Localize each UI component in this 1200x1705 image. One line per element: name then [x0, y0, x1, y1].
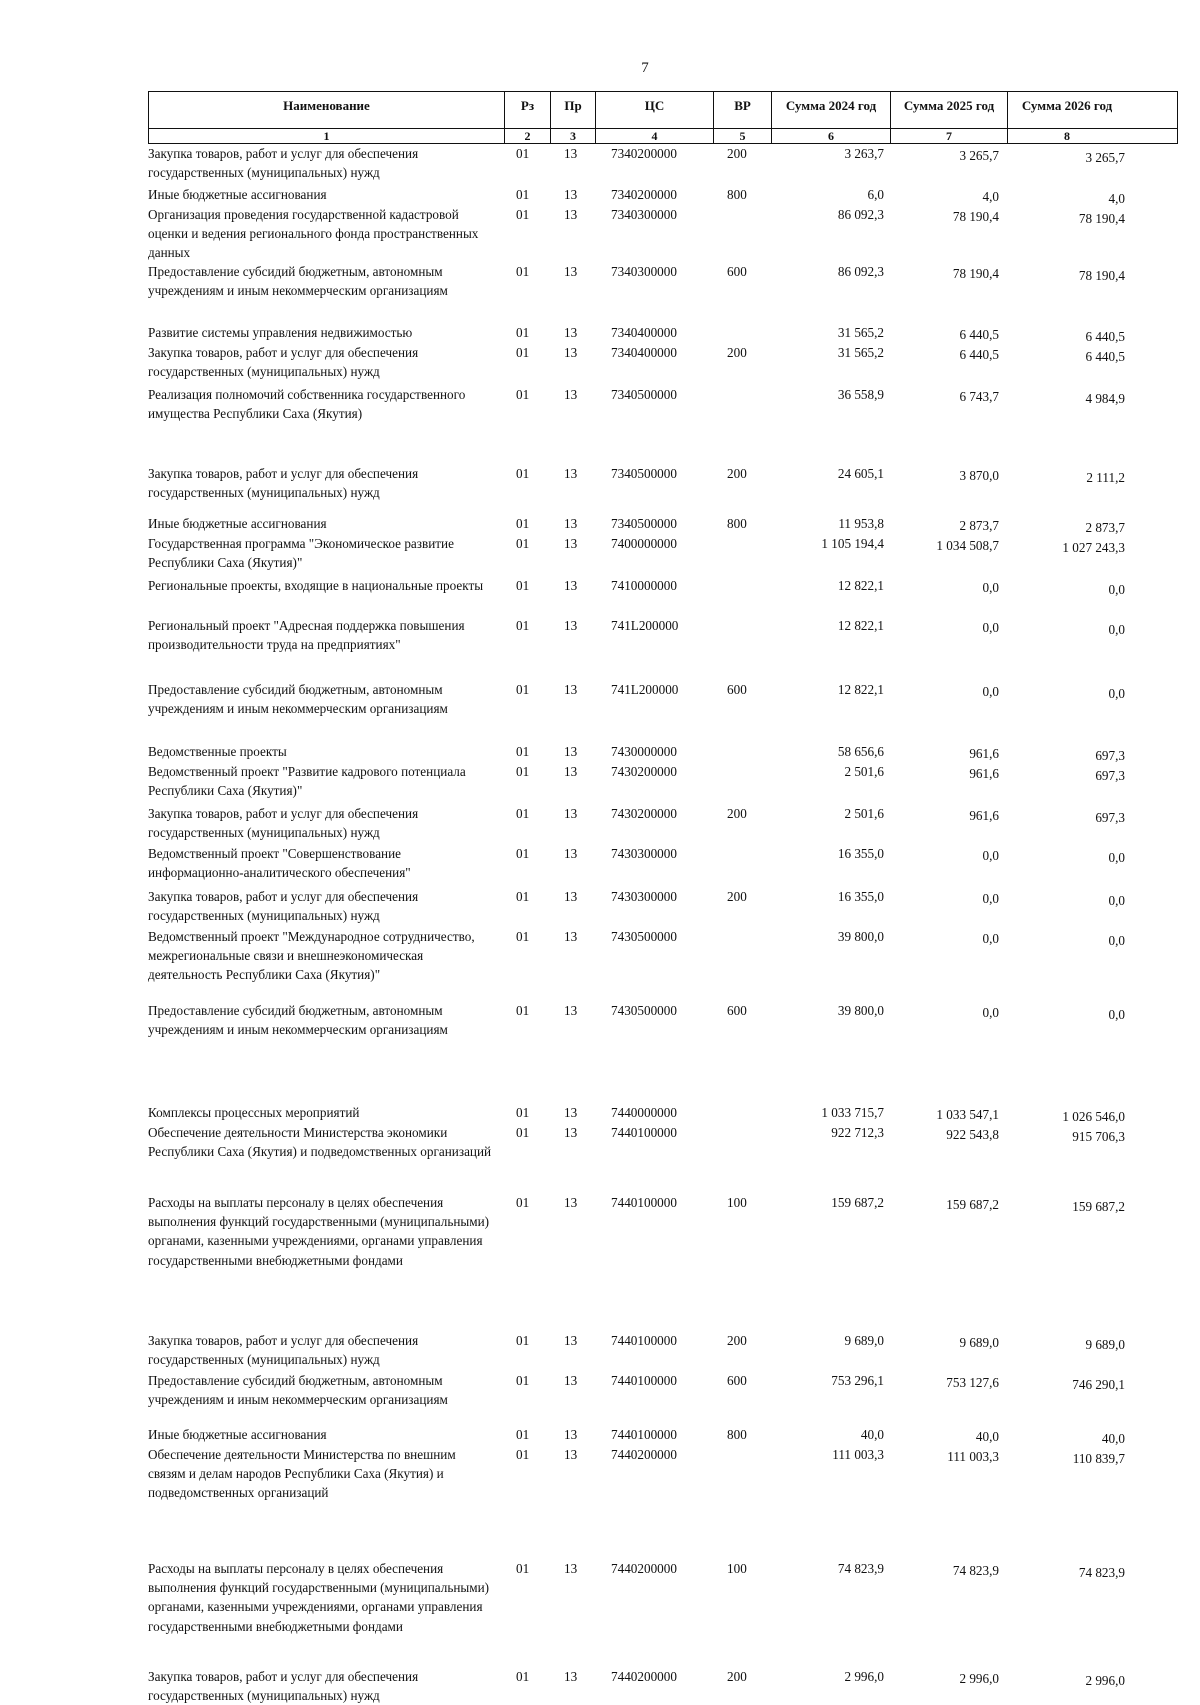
header-sum-2024: Сумма 2024 год — [772, 92, 891, 128]
table-row — [148, 887, 1178, 925]
row-name: Закупка товаров, работ и услуг для обеспечения государственных (муниципальных) нужд — [148, 466, 419, 501]
row-pr: 13 — [564, 929, 578, 944]
row-name: Организация проведения государственной кадастровой оценки и ведения регионального фонда пространственных данных — [148, 207, 479, 261]
row-sum-2024: 922 712,3 — [831, 1125, 884, 1140]
table-row — [148, 144, 1178, 182]
row-sum-2024: 16 355,0 — [837, 889, 884, 904]
row-sum-2026: 697,3 — [1095, 810, 1125, 825]
row-rz: 01 — [516, 806, 530, 821]
row-sum-2026: 2 996,0 — [1085, 1673, 1125, 1688]
row-rz: 01 — [516, 618, 530, 633]
row-sum-2026: 159 687,2 — [1072, 1199, 1125, 1214]
row-sum-2024: 111 003,3 — [832, 1447, 884, 1462]
row-sum-2024: 74 823,9 — [837, 1561, 884, 1576]
row-pr: 13 — [564, 578, 578, 593]
row-rz: 01 — [516, 207, 530, 222]
row-pr: 13 — [564, 1373, 578, 1388]
row-sum-2024: 58 656,6 — [837, 744, 884, 759]
row-rz: 01 — [516, 682, 530, 697]
table-header — [148, 91, 1178, 128]
row-vr: 800 — [727, 1427, 747, 1442]
row-sum-2026: 6 440,5 — [1085, 349, 1125, 364]
row-cs: 7440000000 — [611, 1105, 677, 1120]
row-sum-2026: 0,0 — [1108, 582, 1125, 597]
row-name: Предоставление субсидий бюджетным, автономным учреждениям и иным некоммерческим организациям — [148, 1373, 448, 1408]
row-rz: 01 — [516, 516, 530, 531]
row-vr: 100 — [727, 1195, 747, 1210]
row-cs: 7440200000 — [611, 1669, 677, 1684]
table-row — [148, 343, 1178, 381]
row-pr: 13 — [564, 744, 578, 759]
column-number: 4 — [596, 129, 714, 143]
row-cs: 7340300000 — [611, 264, 677, 279]
row-sum-2024: 6,0 — [867, 187, 884, 202]
table-row — [148, 205, 1178, 263]
row-vr: 200 — [727, 1669, 747, 1684]
page-number: 7 — [641, 60, 649, 76]
row-sum-2024: 12 822,1 — [837, 618, 884, 633]
header-vr: ВР — [714, 92, 772, 128]
row-cs: 7410000000 — [611, 578, 677, 593]
row-rz: 01 — [516, 466, 530, 481]
table-row — [148, 1371, 1178, 1409]
row-cs: 7430000000 — [611, 744, 677, 759]
table-row — [148, 1001, 1178, 1039]
row-vr: 200 — [727, 466, 747, 481]
header-pr: Пр — [551, 92, 596, 128]
table-row — [148, 844, 1178, 882]
row-name: Закупка товаров, работ и услуг для обеспечения государственных (муниципальных) нужд — [148, 1333, 419, 1368]
row-rz: 01 — [516, 1125, 530, 1140]
row-vr — [713, 534, 771, 572]
row-sum-2024: 86 092,3 — [837, 264, 884, 279]
row-vr — [713, 616, 771, 654]
column-number: 3 — [551, 129, 596, 143]
row-rz: 01 — [516, 325, 530, 340]
row-sum-2026: 2 111,2 — [1086, 470, 1125, 485]
row-pr: 13 — [564, 682, 578, 697]
row-rz: 01 — [516, 345, 530, 360]
row-vr: 800 — [727, 516, 747, 531]
row-sum-2024: 86 092,3 — [837, 207, 884, 222]
row-vr — [713, 762, 771, 800]
header-rz: Рз — [505, 92, 551, 128]
row-rz: 01 — [516, 1003, 530, 1018]
row-sum-2024: 31 565,2 — [837, 345, 884, 360]
row-pr: 13 — [564, 387, 578, 402]
row-sum-2024: 159 687,2 — [831, 1195, 884, 1210]
row-pr: 13 — [564, 764, 578, 779]
row-pr: 13 — [564, 846, 578, 861]
row-sum-2026: 0,0 — [1108, 933, 1125, 948]
row-rz: 01 — [516, 1669, 530, 1684]
row-rz: 01 — [516, 1195, 530, 1210]
row-name: Ведомственный проект "Совершенствование информационно-аналитического обеспечения" — [148, 846, 411, 881]
row-sum-2026: 915 706,3 — [1072, 1129, 1125, 1144]
row-vr — [713, 385, 771, 423]
row-sum-2026: 697,3 — [1095, 768, 1125, 783]
row-sum-2024: 11 953,8 — [838, 516, 884, 531]
row-cs: 741L200000 — [611, 682, 679, 697]
row-name: Расходы на выплаты персоналу в целях обеспечения выполнения функций государственными (муниципальными) органами, казенными учреждениями, органами управления государственными внебюджетными фондами — [148, 1195, 490, 1268]
row-cs: 7440100000 — [611, 1427, 677, 1442]
row-sum-2025: 6 440,5 — [959, 327, 999, 342]
row-name: Иные бюджетные ассигнования — [148, 1427, 327, 1442]
row-sum-2025: 1 034 508,7 — [936, 538, 999, 553]
row-sum-2026: 0,0 — [1108, 622, 1125, 637]
row-rz: 01 — [516, 846, 530, 861]
row-sum-2026: 0,0 — [1108, 893, 1125, 908]
row-cs: 7340300000 — [611, 207, 677, 222]
row-vr: 200 — [727, 345, 747, 360]
row-pr: 13 — [564, 146, 578, 161]
row-sum-2026: 4 984,9 — [1085, 391, 1125, 406]
row-cs: 741L200000 — [611, 618, 679, 633]
row-sum-2024: 36 558,9 — [837, 387, 884, 402]
row-name: Расходы на выплаты персоналу в целях обеспечения выполнения функций государственными (муниципальными) органами, казенными учреждениями, органами управления государственными внебюджетными фондами — [148, 1561, 490, 1634]
row-vr: 600 — [727, 1373, 747, 1388]
table-row — [148, 1193, 1178, 1270]
row-pr: 13 — [564, 1003, 578, 1018]
table-row — [148, 762, 1178, 800]
table-row — [148, 616, 1178, 654]
row-sum-2026: 2 873,7 — [1085, 520, 1125, 535]
row-rz: 01 — [516, 146, 530, 161]
row-vr: 100 — [727, 1561, 747, 1576]
row-sum-2025: 0,0 — [982, 891, 999, 906]
row-name: Ведомственные проекты — [148, 744, 287, 759]
table-row — [148, 576, 1178, 599]
row-vr: 200 — [727, 806, 747, 821]
row-rz: 01 — [516, 1561, 530, 1576]
row-rz: 01 — [516, 1373, 530, 1388]
column-number: 7 — [891, 129, 1008, 143]
column-number-row — [148, 128, 1178, 144]
row-sum-2026: 0,0 — [1108, 850, 1125, 865]
row-sum-2025: 961,6 — [969, 766, 999, 781]
row-cs: 7340200000 — [611, 146, 677, 161]
table-row — [148, 804, 1178, 842]
row-name: Предоставление субсидий бюджетным, автономным учреждениям и иным некоммерческим организациям — [148, 1003, 448, 1038]
row-vr: 600 — [727, 1003, 747, 1018]
column-number: 1 — [149, 129, 505, 143]
row-rz: 01 — [516, 187, 530, 202]
row-cs: 7340500000 — [611, 516, 677, 531]
header-name: Наименование — [149, 92, 505, 128]
table-row — [148, 385, 1178, 423]
row-cs: 7340500000 — [611, 466, 677, 481]
row-rz: 01 — [516, 578, 530, 593]
row-sum-2026: 697,3 — [1095, 748, 1125, 763]
row-sum-2024: 12 822,1 — [837, 578, 884, 593]
row-sum-2025: 0,0 — [982, 848, 999, 863]
row-sum-2024: 39 800,0 — [837, 1003, 884, 1018]
row-name: Ведомственный проект "Международное сотрудничество, межрегиональные связи и внешнеэкономическая деятельность Республики Саха (Якутия)" — [148, 929, 475, 983]
row-name: Государственная программа "Экономическое развитие Республики Саха (Якутия)" — [148, 536, 454, 571]
row-sum-2024: 31 565,2 — [837, 325, 884, 340]
row-pr: 13 — [564, 264, 578, 279]
row-sum-2025: 159 687,2 — [946, 1197, 999, 1212]
row-sum-2025: 6 440,5 — [959, 347, 999, 362]
row-rz: 01 — [516, 889, 530, 904]
row-vr — [713, 844, 771, 882]
row-sum-2024: 2 501,6 — [844, 806, 884, 821]
row-pr: 13 — [564, 1669, 578, 1684]
row-sum-2024: 12 822,1 — [837, 682, 884, 697]
row-sum-2025: 0,0 — [982, 1005, 999, 1020]
row-pr: 13 — [564, 187, 578, 202]
row-sum-2026: 0,0 — [1108, 1007, 1125, 1022]
row-sum-2025: 2 996,0 — [959, 1671, 999, 1686]
column-number: 2 — [505, 129, 551, 143]
row-sum-2025: 6 743,7 — [959, 389, 999, 404]
row-sum-2025: 40,0 — [975, 1429, 999, 1444]
row-pr: 13 — [564, 1427, 578, 1442]
row-sum-2025: 922 543,8 — [946, 1127, 999, 1142]
row-cs: 7340400000 — [611, 345, 677, 360]
row-name: Региональные проекты, входящие в национальные проекты — [148, 578, 484, 593]
row-rz: 01 — [516, 744, 530, 759]
row-vr: 800 — [727, 187, 747, 202]
row-sum-2025: 961,6 — [969, 746, 999, 761]
row-sum-2025: 78 190,4 — [952, 209, 999, 224]
row-cs: 7340500000 — [611, 387, 677, 402]
row-name: Предоставление субсидий бюджетным, автономным учреждениям и иным некоммерческим организациям — [148, 264, 448, 299]
row-vr: 600 — [727, 682, 747, 697]
row-sum-2025: 78 190,4 — [952, 266, 999, 281]
row-sum-2025: 2 873,7 — [959, 518, 999, 533]
row-rz: 01 — [516, 536, 530, 551]
row-rz: 01 — [516, 387, 530, 402]
row-cs: 7440200000 — [611, 1447, 677, 1462]
row-cs: 7430500000 — [611, 929, 677, 944]
row-cs: 7430200000 — [611, 806, 677, 821]
row-sum-2026: 4,0 — [1108, 191, 1125, 206]
row-pr: 13 — [564, 1105, 578, 1120]
row-cs: 7430200000 — [611, 764, 677, 779]
row-pr: 13 — [564, 806, 578, 821]
row-sum-2026: 6 440,5 — [1085, 329, 1125, 344]
table-row — [148, 1559, 1178, 1636]
row-sum-2026: 1 027 243,3 — [1062, 540, 1125, 555]
row-rz: 01 — [516, 1427, 530, 1442]
row-name: Обеспечение деятельности Министерства по внешним связям и делам народов Республики Саха (Якутия) и подведомственных организаций — [148, 1447, 456, 1501]
row-vr — [713, 205, 771, 263]
row-sum-2024: 3 263,7 — [844, 146, 884, 161]
row-pr: 13 — [564, 1447, 578, 1462]
row-name: Региональный проект "Адресная поддержка повышения производительности труда на предприятиях" — [148, 618, 465, 653]
row-sum-2026: 78 190,4 — [1078, 211, 1125, 226]
row-cs: 7340200000 — [611, 187, 677, 202]
row-sum-2025: 0,0 — [982, 931, 999, 946]
column-number: 6 — [772, 129, 891, 143]
row-cs: 7430300000 — [611, 889, 677, 904]
row-pr: 13 — [564, 536, 578, 551]
row-rz: 01 — [516, 929, 530, 944]
budget-table — [148, 91, 1178, 1704]
row-pr: 13 — [564, 1195, 578, 1210]
header-sum-2025: Сумма 2025 год — [891, 92, 1008, 128]
row-vr — [713, 927, 771, 985]
row-sum-2025: 1 033 547,1 — [936, 1107, 999, 1122]
row-rz: 01 — [516, 264, 530, 279]
row-name: Закупка товаров, работ и услуг для обеспечения государственных (муниципальных) нужд — [148, 806, 419, 841]
row-name: Обеспечение деятельности Министерства экономики Республики Саха (Якутия) и подведомственных организаций — [148, 1125, 492, 1160]
row-pr: 13 — [564, 207, 578, 222]
row-name: Комплексы процессных мероприятий — [148, 1105, 360, 1120]
table-row — [148, 464, 1178, 502]
row-sum-2026: 9 689,0 — [1085, 1337, 1125, 1352]
header-cs: ЦС — [596, 92, 714, 128]
row-sum-2024: 753 296,1 — [831, 1373, 884, 1388]
row-rz: 01 — [516, 1333, 530, 1348]
row-sum-2024: 24 605,1 — [837, 466, 884, 481]
row-sum-2025: 961,6 — [969, 808, 999, 823]
table-body — [148, 144, 1178, 1704]
row-sum-2024: 2 996,0 — [844, 1669, 884, 1684]
row-sum-2026: 74 823,9 — [1078, 1565, 1125, 1580]
row-cs: 7430300000 — [611, 846, 677, 861]
table-row — [148, 262, 1178, 300]
row-sum-2025: 0,0 — [982, 620, 999, 635]
row-vr: 600 — [727, 264, 747, 279]
row-pr: 13 — [564, 1333, 578, 1348]
table-row — [148, 680, 1178, 718]
row-sum-2026: 110 839,7 — [1072, 1451, 1125, 1466]
row-sum-2025: 3 870,0 — [959, 468, 999, 483]
row-name: Ведомственный проект "Развитие кадрового потенциала Республики Саха (Якутия)" — [148, 764, 466, 799]
row-vr — [713, 1445, 771, 1503]
row-pr: 13 — [564, 1125, 578, 1140]
column-number: 5 — [714, 129, 772, 143]
row-sum-2025: 9 689,0 — [959, 1335, 999, 1350]
row-name: Закупка товаров, работ и услуг для обеспечения государственных (муниципальных) нужд — [148, 1669, 419, 1704]
row-vr: 200 — [727, 146, 747, 161]
row-rz: 01 — [516, 764, 530, 779]
table-row — [148, 1123, 1178, 1161]
row-pr: 13 — [564, 889, 578, 904]
row-rz: 01 — [516, 1447, 530, 1462]
row-sum-2026: 746 290,1 — [1072, 1377, 1125, 1392]
row-sum-2025: 0,0 — [982, 684, 999, 699]
row-sum-2025: 111 003,3 — [947, 1449, 999, 1464]
row-sum-2024: 39 800,0 — [837, 929, 884, 944]
row-sum-2025: 4,0 — [982, 189, 999, 204]
row-cs: 7430500000 — [611, 1003, 677, 1018]
row-cs: 7400000000 — [611, 536, 677, 551]
row-sum-2024: 2 501,6 — [844, 764, 884, 779]
row-sum-2025: 3 265,7 — [959, 148, 999, 163]
row-sum-2024: 1 033 715,7 — [821, 1105, 884, 1120]
row-name: Иные бюджетные ассигнования — [148, 187, 327, 202]
row-sum-2026: 40,0 — [1101, 1431, 1125, 1446]
row-pr: 13 — [564, 1561, 578, 1576]
row-sum-2024: 1 105 194,4 — [821, 536, 884, 551]
row-pr: 13 — [564, 466, 578, 481]
row-sum-2026: 3 265,7 — [1085, 150, 1125, 165]
row-vr — [713, 576, 771, 599]
row-cs: 7440100000 — [611, 1195, 677, 1210]
table-row — [148, 1445, 1178, 1503]
row-sum-2024: 16 355,0 — [837, 846, 884, 861]
table-row — [148, 1331, 1178, 1369]
row-name: Реализация полномочий собственника государственного имущества Республики Саха (Якутия) — [148, 387, 466, 422]
row-sum-2026: 1 026 546,0 — [1062, 1109, 1125, 1124]
row-name: Закупка товаров, работ и услуг для обеспечения государственных (муниципальных) нужд — [148, 146, 419, 181]
row-sum-2025: 753 127,6 — [946, 1375, 999, 1390]
table-row — [148, 534, 1178, 572]
row-name: Предоставление субсидий бюджетным, автономным учреждениям и иным некоммерческим организациям — [148, 682, 448, 717]
row-name: Закупка товаров, работ и услуг для обеспечения государственных (муниципальных) нужд — [148, 889, 419, 924]
row-name: Закупка товаров, работ и услуг для обеспечения государственных (муниципальных) нужд — [148, 345, 419, 380]
row-vr — [713, 1123, 771, 1161]
row-rz: 01 — [516, 1105, 530, 1120]
row-vr: 200 — [727, 1333, 747, 1348]
row-cs: 7340400000 — [611, 325, 677, 340]
row-sum-2025: 0,0 — [982, 580, 999, 595]
row-cs: 7440100000 — [611, 1125, 677, 1140]
table-row — [148, 1667, 1178, 1705]
row-sum-2024: 9 689,0 — [844, 1333, 884, 1348]
row-pr: 13 — [564, 345, 578, 360]
row-name: Развитие системы управления недвижимостью — [148, 325, 413, 340]
header-sum-2026: Сумма 2026 год — [1021, 98, 1113, 113]
row-cs: 7440100000 — [611, 1373, 677, 1388]
row-cs: 7440100000 — [611, 1333, 677, 1348]
row-sum-2025: 74 823,9 — [952, 1563, 999, 1578]
row-pr: 13 — [564, 618, 578, 633]
row-sum-2026: 78 190,4 — [1078, 268, 1125, 283]
row-pr: 13 — [564, 516, 578, 531]
table-row — [148, 927, 1178, 985]
row-cs: 7440200000 — [611, 1561, 677, 1576]
row-sum-2024: 40,0 — [860, 1427, 884, 1442]
row-sum-2026: 0,0 — [1108, 686, 1125, 701]
row-name: Иные бюджетные ассигнования — [148, 516, 327, 531]
row-pr: 13 — [564, 325, 578, 340]
row-vr: 200 — [727, 889, 747, 904]
column-number: 8 — [1064, 129, 1070, 143]
